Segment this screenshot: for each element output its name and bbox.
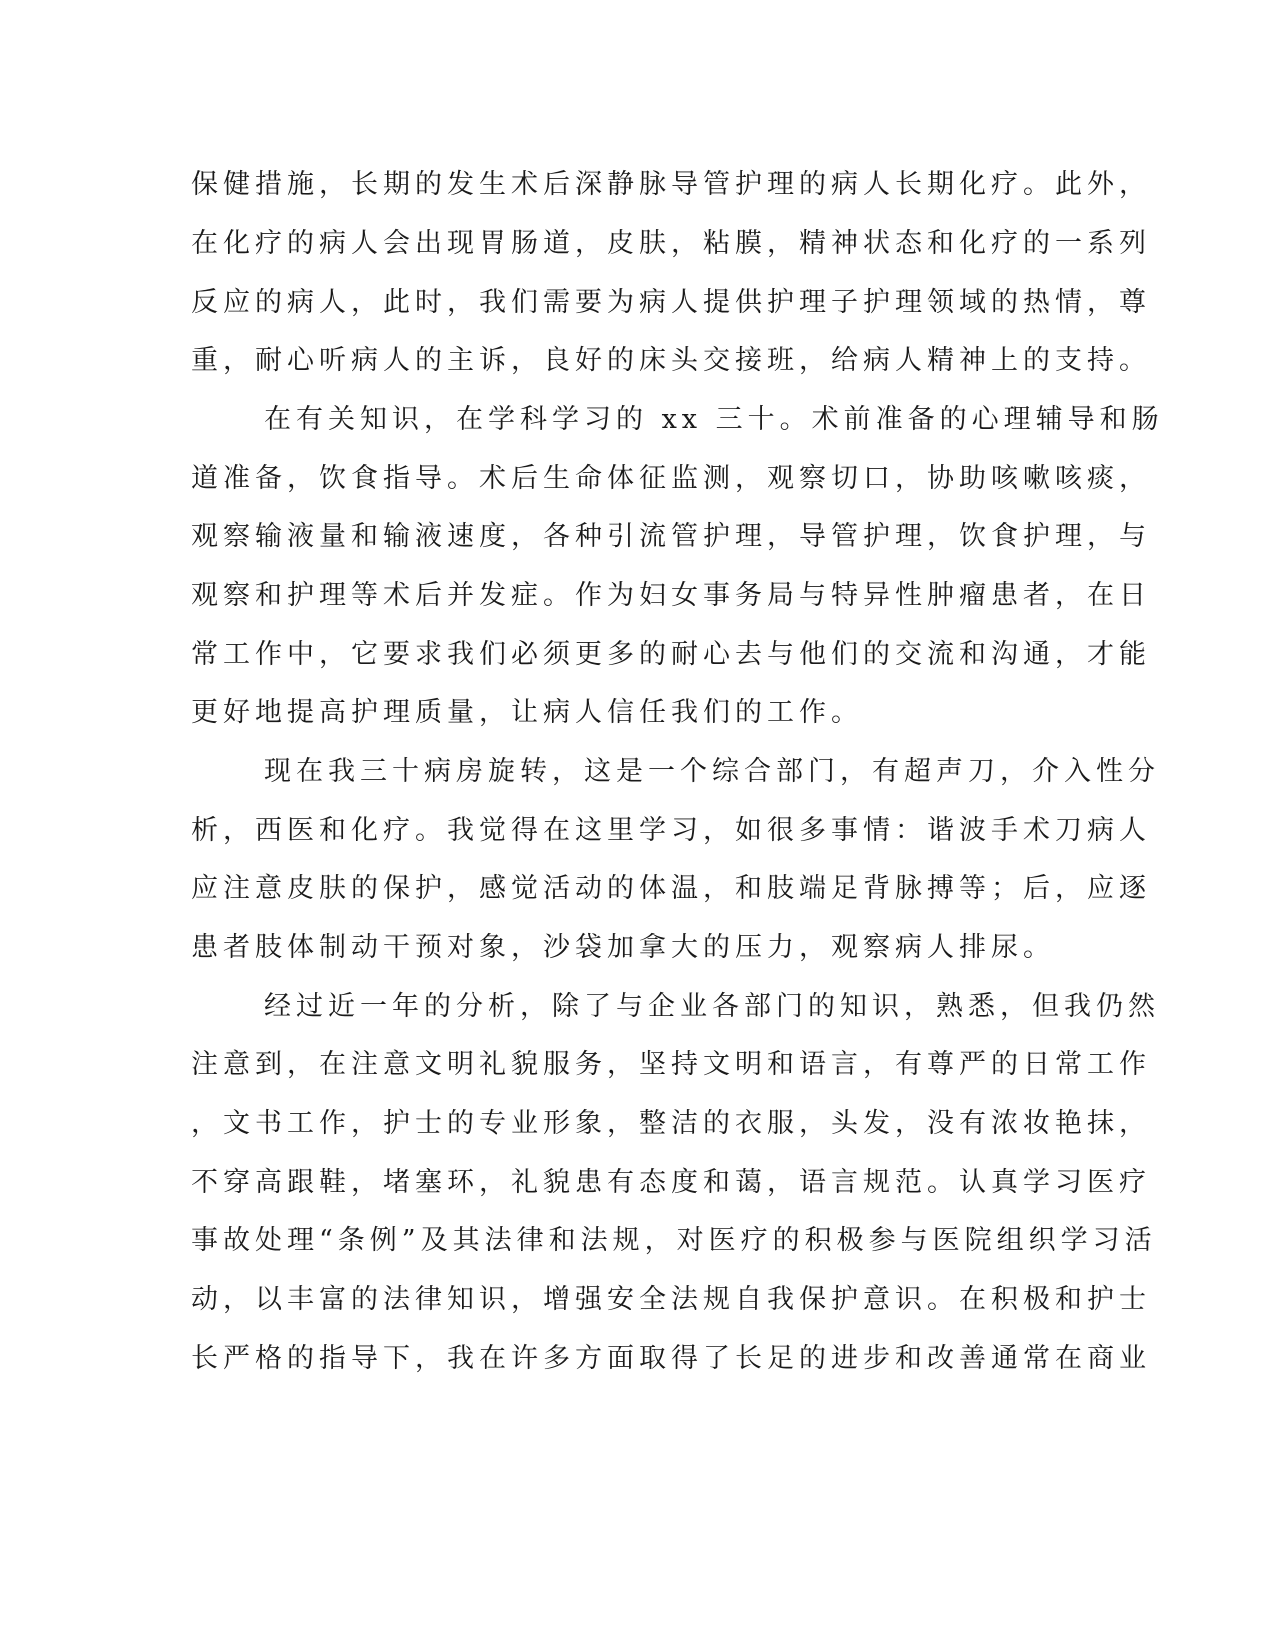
text-line: 更好地提高护理质量，让病人信任我们的工作。 bbox=[191, 697, 863, 728]
text-line: 保健措施，长期的发生术后深静脉导管护理的病人长期化疗。此外， bbox=[191, 169, 1151, 200]
text-line: 道准备，饮食指导。术后生命体征监测，观察切口，协助咳嗽咳痰， bbox=[191, 463, 1151, 494]
text-line: 常工作中，它要求我们必须更多的耐心去与他们的交流和沟通，才能 bbox=[191, 639, 1151, 670]
text-line: ，文书工作，护士的专业形象，整洁的衣服，头发，没有浓妆艳抹， bbox=[191, 1108, 1151, 1139]
text-line: 应注意皮肤的保护，感觉活动的体温，和肢端足背脉搏等；后，应逐 bbox=[191, 873, 1151, 904]
text-line: 动，以丰富的法律知识，增强安全法规自我保护意识。在积极和护士 bbox=[191, 1284, 1151, 1315]
text-line: 观察输液量和输液速度，各种引流管护理，导管护理，饮食护理，与 bbox=[191, 521, 1151, 552]
paragraph-first-line: 在有关知识，在学科学习的 xx 三十。术前准备的心理辅导和肠 bbox=[264, 404, 1164, 435]
text-line: 观察和护理等术后并发症。作为妇女事务局与特异性肿瘤患者，在日 bbox=[191, 580, 1151, 611]
text-line: 在化疗的病人会出现胃肠道，皮肤，粘膜，精神状态和化疗的一系列 bbox=[191, 228, 1151, 259]
text-line: 反应的病人，此时，我们需要为病人提供护理子护理领域的热情，尊 bbox=[191, 287, 1151, 318]
text-line: 重，耐心听病人的主诉，良好的床头交接班，给病人精神上的支持。 bbox=[191, 345, 1151, 376]
text-line: 事故处理“条例”及其法律和法规，对医疗的积极参与医院组织学习活 bbox=[191, 1225, 1157, 1256]
text-line: 不穿高跟鞋，堵塞环，礼貌患有态度和蔼，语言规范。认真学习医疗 bbox=[191, 1167, 1151, 1198]
paragraph-first-line: 现在我三十病房旋转，这是一个综合部门，有超声刀，介入性分 bbox=[264, 756, 1160, 787]
text-line: 患者肢体制动干预对象，沙袋加拿大的压力，观察病人排尿。 bbox=[191, 932, 1055, 963]
text-line: 注意到，在注意文明礼貌服务，坚持文明和语言，有尊严的日常工作 bbox=[191, 1049, 1151, 1080]
text-line: 析，西医和化疗。我觉得在这里学习，如很多事情：谐波手术刀病人 bbox=[191, 815, 1151, 846]
paragraph-first-line: 经过近一年的分析，除了与企业各部门的知识，熟悉，但我仍然 bbox=[264, 991, 1160, 1022]
text-line: 长严格的指导下，我在许多方面取得了长足的进步和改善通常在商业 bbox=[191, 1343, 1151, 1374]
